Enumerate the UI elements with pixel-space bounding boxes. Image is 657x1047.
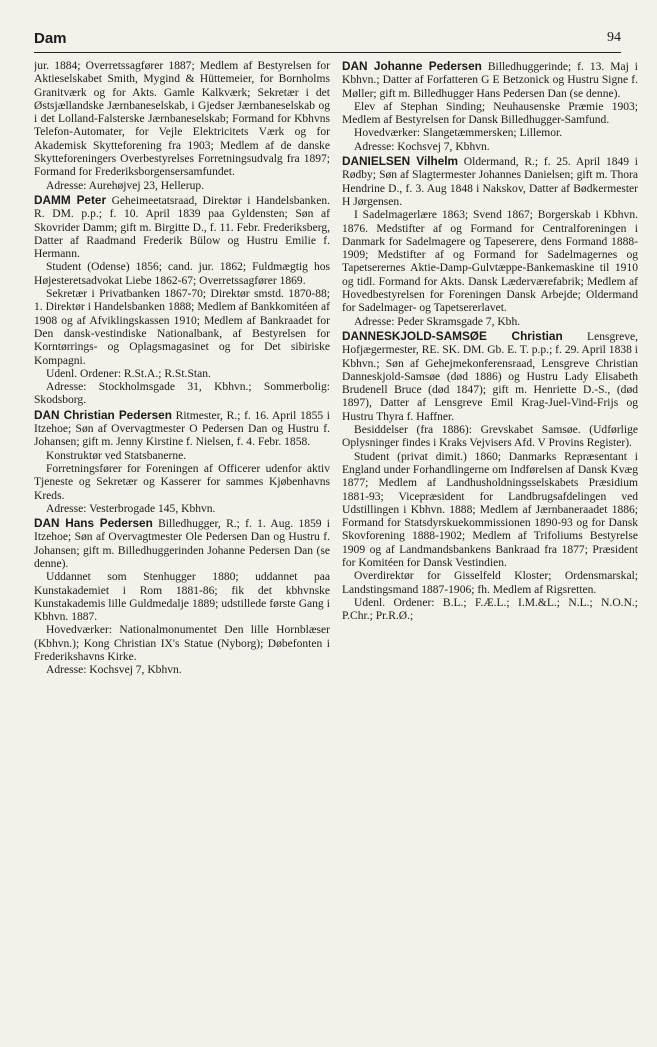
directory-entry (34, 194, 330, 408)
entry-paragraph (342, 209, 638, 315)
directory-entry (342, 60, 638, 154)
entry-paragraph (34, 180, 330, 193)
entry-paragraph (34, 261, 330, 288)
entry-text: Adresse: Peder Skramsgade 7, Kbh. (354, 315, 521, 328)
entry-text: Adresse: Stockholmsgade 31, Kbhvn.; Sommerbolig: Skodsborg. (34, 381, 330, 407)
entry-text: Overdirektør for Gisselfeld Kloster; Ordensmarskal; Landstingsmand 1887-1906; fh. Medlem af Rigsretten. (342, 570, 638, 596)
entry-text: Student (Odense) 1856; cand. jur. 1862; Fuldmægtig hos Højesteretsadvokat Liebe 1862-67; Overretssagfører 1869. (34, 261, 330, 287)
entry-paragraph (342, 141, 638, 154)
entry-text: Sekretær i Privatbanken 1867-70; Direktør smstd. 1870-88; 1. Direktør i Handelsbanken 1888; Medlem af Bankkomitéen af 1908 og af Afviklingskassen 1910; Medlem af Bankraadet for Den dansk-vestindiske Nationalbank, af Bestyrelsen for Korntørrings- og Oplagsmagasinet og for Det sibiriske Kompagni. (34, 288, 330, 367)
entry-first-paragraph (342, 330, 638, 424)
directory-entry (342, 155, 638, 329)
entry-text: Billedhuggerinde; f. 13. Maj i Kbhvn.; Datter af Forfatteren G E Betzonick og Hustru Signe f. Møller; gift m. Billedhugger Hans Pedersen Dan (se denne). (342, 61, 638, 100)
entry-paragraph (34, 450, 330, 463)
entry-paragraph (34, 288, 330, 368)
entry-first-paragraph (34, 409, 330, 450)
entry-text: Besiddelser (fra 1886): Grevskabet Samsøe. (Udførlige Oplysninger findes i Kraks Vejvisers Afd. V Provins Register). (342, 424, 638, 450)
entry-text: Konstruktør ved Statsbanerne. (46, 449, 187, 462)
entry-text: Udenl. Ordener: R.St.A.; R.St.Stan. (46, 367, 211, 380)
entry-text: Geheimeetatsraad, Direktør i Handelsbanken. R. DM. p.p.; f. 10. April 1839 paa Gyldensten; Søn af Skovrider Damm; gift m. Birgitte D., f. 11. Febr. Frederiksberg, Datter af Raadmand Frederik Bülow og Hustru Emilie f. Hermann. (34, 194, 330, 261)
entry-text: Adresse: Kochsvej 7, Kbhvn. (46, 664, 182, 677)
entry-paragraph (34, 571, 330, 624)
entry-text: Ritmester, R.; f. 16. April 1855 i Itzehoe; Søn af Overvagtmester O Pedersen Dan og Hustru f. Johansen; gift m. Jenny Kirstine f. Nielsen, f. 4. Febr. 1858. (34, 409, 330, 449)
entry-text: Adresse: Vesterbrogade 145, Kbhvn. (46, 502, 216, 515)
left-column (34, 60, 330, 1035)
entry-text: I Sadelmagerlære 1863; Svend 1867; Borgerskab i Kbhvn. 1876. Medstifter af og Formand for Centralforeningen i Danmark for Sadelmagere og Tapeserere, dens Formand 1888-1909; Medstifter af og Formand for Sadelmagernes og Tapetserernes Aktie-Damp-Gulvtæppe-Bankemaskine til 1910 og tidl. Formand for Akts. Dansk Læderværefabrik; Medlem af Hovedbestyrelsen for Foreningen Dansk Arbejde; Oldermand for Sadelmager- og Tapetsererlavet. (342, 209, 638, 315)
right-column (342, 60, 638, 1035)
entry-paragraph (34, 368, 330, 381)
entry-text: Hovedværker: Nationalmonumentet Den lille Hornblæser (Kbhvn.); Kong Christian IX's Statue (Nyborg); Døbefonten i Frederikshavns Kirke. (34, 624, 330, 664)
entry-paragraph (342, 101, 638, 128)
entry-text: Forretningsfører for Foreningen af Officerer udenfor aktiv Tjeneste og Sekretær og Kasserer for sammes Kjøbenhavns Kreds. (34, 462, 330, 502)
entry-paragraph (342, 316, 638, 329)
entry-first-paragraph (34, 60, 330, 180)
running-head: Dam (34, 30, 67, 47)
entry-paragraph (34, 664, 330, 677)
entry-paragraph (342, 597, 638, 624)
entry-paragraph (342, 570, 638, 597)
entry-paragraph (34, 624, 330, 664)
entry-text: Elev af Stephan Sinding; Neuhausenske Præmie 1903; Medlem af Bestyrelsen for Dansk Billedhugger-Samfund. (342, 100, 638, 127)
directory-entry (34, 60, 330, 193)
page-number: 94 (607, 30, 621, 45)
entry-text: jur. 1884; Overretssagfører 1887; Medlem af Bestyrelsen for Aktieselskabet Smith, Mygind & Hüttemeier, for Bornholms Granitværk og for Akts. Gamle Kalkværk; Sekretær i det Østsjællandske Jærnbaneselskab, i Gjedser Jærnbaneselskab og i det Lolland-Falsterske Jærnbaneselskab; Formand for Kbhvns Telefon-Automater, for Vejle Elektricitets Værk og for Akademisk Skytteforening fra 1903; Medlem af de danske Skytteforeningers Overbestyrelses Forretningsudvalg fra 1897; Formand for Frederiksborgensersamfundet. (34, 60, 330, 179)
entry-text: Udenl. Ordener: B.L.; F.Æ.L.; I.M.&L.; N.L.; N.O.N.; P.Chr.; Pr.R.Ø.; (342, 596, 638, 623)
entry-first-paragraph (342, 60, 638, 101)
entry-text: Hovedværker: Slangetæmmersken; Lillemor. (354, 127, 563, 140)
entry-text: Oldermand, R.; f. 25. April 1849 i Rødby; Søn af Slagtermester Johannes Danielsen; gift m. Thora Hendrine D., f. 3. Aug 1848 i Nakskov, Datter af Bødkermester H Jørgensen. (342, 156, 638, 208)
directory-entry (34, 409, 330, 516)
entry-first-paragraph (34, 194, 330, 261)
entry-name: DAMM Peter (34, 192, 107, 207)
entry-paragraph (34, 381, 330, 408)
directory-entry (34, 517, 330, 678)
entry-paragraph (342, 127, 638, 140)
entry-text: Uddannet som Stenhugger 1880; uddannet paa Kunstakademiet i Rom 1881-86; fik det kbhvnske Kunstakademis lille Guldmedalje 1889; udstillede første Gang i Kbhvn. 1887. (34, 571, 330, 624)
entry-paragraph (34, 463, 330, 503)
entry-paragraph (34, 503, 330, 516)
entry-paragraph (342, 424, 638, 451)
entry-name: DAN Hans Pedersen (34, 516, 153, 531)
entry-text: Student (privat dimit.) 1860; Danmarks Repræsentant i England under Forhandlingerne om Indførelsen af Dansk Kvæg 1877; Medlem af Landhusholdningsselskabets Præsidium 1881-93; Vicepræsident for Landbrugsafdelingen ved Udstillingen i Kbhvn. 1888; Medlem af Jærnbaneraadet 1886; Formand for Statsdyrskuekommissionen 1890-93 og for Dansk Skovforening 1888-1902; Medlem af Trifoliums Bestyrelse 1909 og af Landmandsbankens Bankraad fra 1877; Præsident for Komitéen for Dansk Vestindien. (342, 450, 638, 569)
entry-first-paragraph (34, 517, 330, 571)
entry-text: Adresse: Kochsvej 7, Kbhvn. (354, 140, 490, 153)
entry-paragraph (342, 451, 638, 571)
entry-text: Billedhugger, R.; f. 1. Aug. 1859 i Itzehoe; Søn af Overvagtmester Ole Pedersen Dan og Hustru f. Johansen; gift m. Billedhuggerinden Johanne Pedersen Dan (se denne). (34, 518, 330, 570)
entry-name: DANIELSEN Vilhelm (342, 154, 459, 169)
page-header (34, 30, 621, 53)
entry-name: DAN Johanne Pedersen (342, 60, 482, 73)
entry-name: DAN Christian Pedersen (34, 407, 172, 422)
entry-text: Lensgreve, Hofjægermester, RE. SK. DM. Gb. E. T. p.p.; f. 29. April 1838 i Kbhvn.; Søn af Gehejmekonferensraad, Lensgreve Christian Danneskjold-Samsøe (død 1886) og Hustru Lady Elisabeth Brudenell Bruce (død 1847); gift m. Henriette D.-S., (død 1897), Datter af Lensgreve Emil Krag-Juel-Vind-Frijs og Hustru Thyra f. Haffner. (342, 330, 638, 423)
entry-first-paragraph (342, 155, 638, 209)
entry-text: Adresse: Aurehøjvej 23, Hellerup. (46, 179, 205, 192)
entry-name: DANNESKJOLD-SAMSØE Christian (342, 328, 563, 343)
directory-entry (342, 330, 638, 624)
